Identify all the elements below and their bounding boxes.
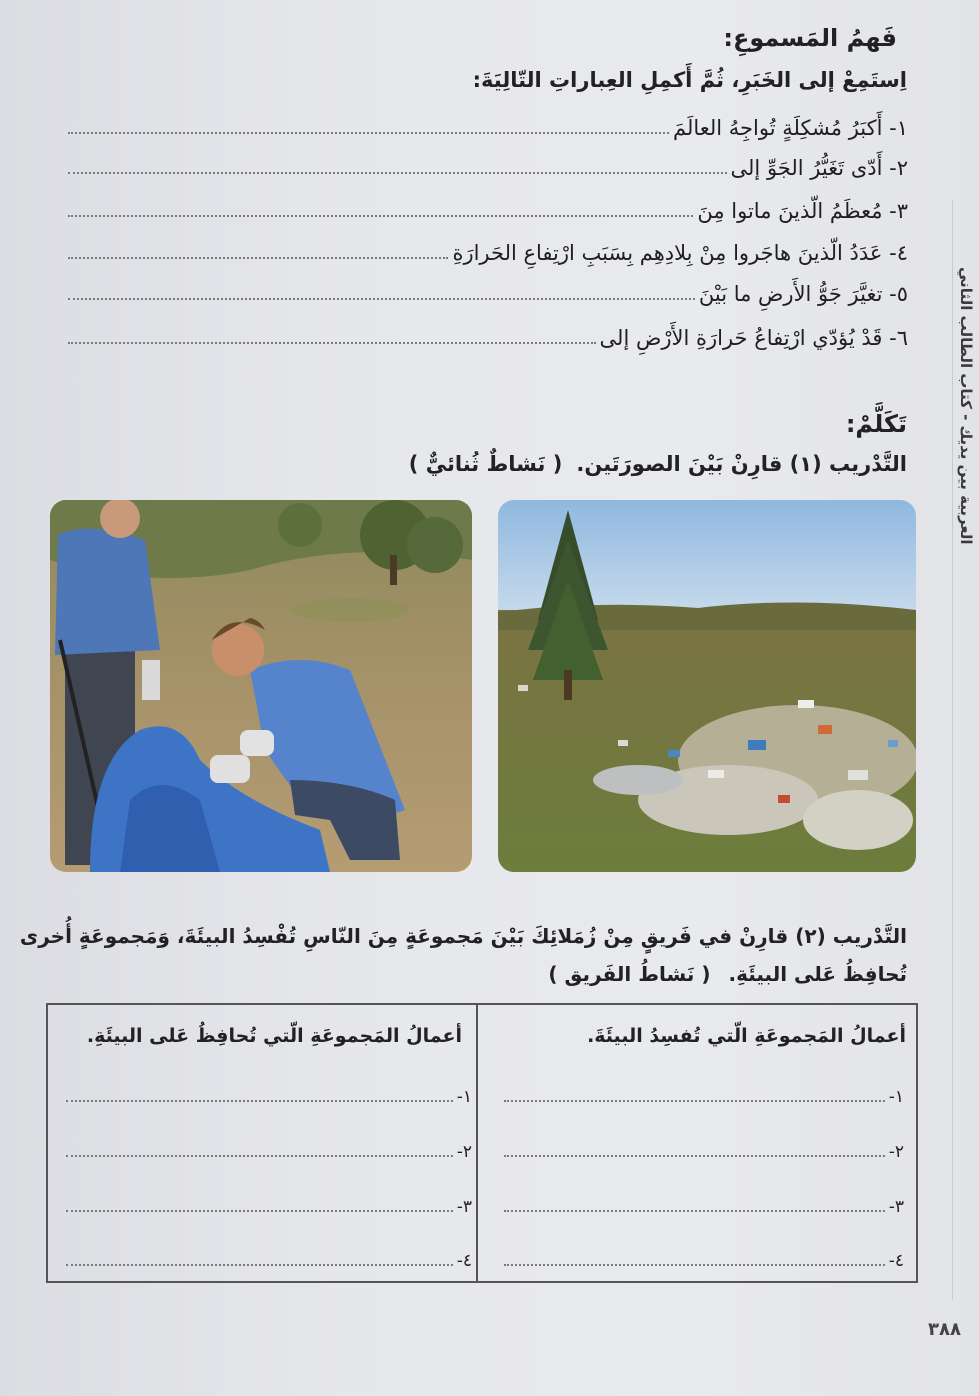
right-answer-line-1[interactable]: ١- [504, 1081, 904, 1107]
speaking-title: تَكَلَّمْ: [845, 410, 907, 438]
comparison-table [46, 1003, 918, 1283]
left-answer-line-4[interactable]: ٤- [66, 1245, 472, 1271]
drill-1-line [409, 452, 907, 476]
drill-2-activity: ( نَشاطُ الفَريق ) [548, 962, 711, 986]
right-answer-line-2[interactable]: ٢- [504, 1136, 904, 1162]
fill-line-5: ٥- تغيَّرَ جَوُّ الأَرضِ ما بَيْنَ [68, 276, 908, 306]
littered-field-illustration [498, 500, 916, 872]
drill-1-activity: ( نَشاطٌ ثُنائيٌّ ) [408, 452, 563, 476]
drill-2-line-1: التَّدْريب (٢) قارِنْ في فَريقٍ مِنْ زُمَلائِكَ بَيْنَ مَجموعَةٍ مِنَ النّاسِ تُفْسِدُ البيئَةَ، وَمَجموعَةٍ أُخرى [19, 924, 907, 948]
photo-cleaning-volunteers [50, 500, 472, 872]
right-answer-line-3[interactable]: ٣- [504, 1191, 904, 1217]
photo-littered-field [498, 500, 916, 872]
right-answer-line-4[interactable]: ٤- [504, 1245, 904, 1271]
table-divider [476, 1005, 478, 1281]
book-side-label: العربية بين يديك - كتاب الطالب الثاني [957, 267, 975, 545]
cleaning-volunteers-illustration [50, 500, 472, 872]
listening-title: فَهمُ المَسموعِ: [723, 24, 897, 52]
fill-line-6: ٦- قَدْ يُؤدّي ارْتِفاعُ حَرارَةِ الأَرْضِ إلى [68, 320, 908, 350]
page-number: ٣٨٨ [928, 1319, 961, 1340]
fill-line-3: ٣- مُعظَمُ الّذينَ ماتوا مِنَ [68, 193, 908, 223]
fill-line-1: ١- أَكبَرُ مُشكِلَةٍ تُواجِهُ العالَمَ [68, 110, 908, 140]
drill-2-line-2 [548, 962, 907, 986]
left-answer-line-1[interactable]: ١- [66, 1081, 472, 1107]
left-answer-line-2[interactable]: ٢- [66, 1136, 472, 1162]
drill-1-label: التَّدْريب (١) قارِنْ بَيْنَ الصورَتَين. [576, 452, 907, 476]
fill-line-2: ٢- أَدّى تَغَيُّرُ الجَوِّ إلى [68, 150, 908, 180]
header-protecting-group: أعمالُ المَجموعَةِ الّتي تُحافِظُ عَلى البيئَةِ. [86, 1025, 462, 1047]
header-damaging-group: أعمالُ المَجموعَةِ الّتي تُفسِدُ البيئَةَ. [587, 1025, 906, 1047]
left-answer-line-3[interactable]: ٣- [66, 1191, 472, 1217]
drill-2-text: تُحافِظُ عَلى البيئَةِ. [728, 962, 907, 986]
listening-instruction: اِستَمِعْ إلى الخَبَرِ، ثُمَّ أَكمِلِ العِباراتِ التّالِيَةَ: [472, 68, 907, 92]
fill-line-4: ٤- عَدَدُ الّذينَ هاجَروا مِنْ بِلادِهِم بِسَبَبِ ارْتِفاعِ الحَرارَةِ [68, 235, 908, 265]
